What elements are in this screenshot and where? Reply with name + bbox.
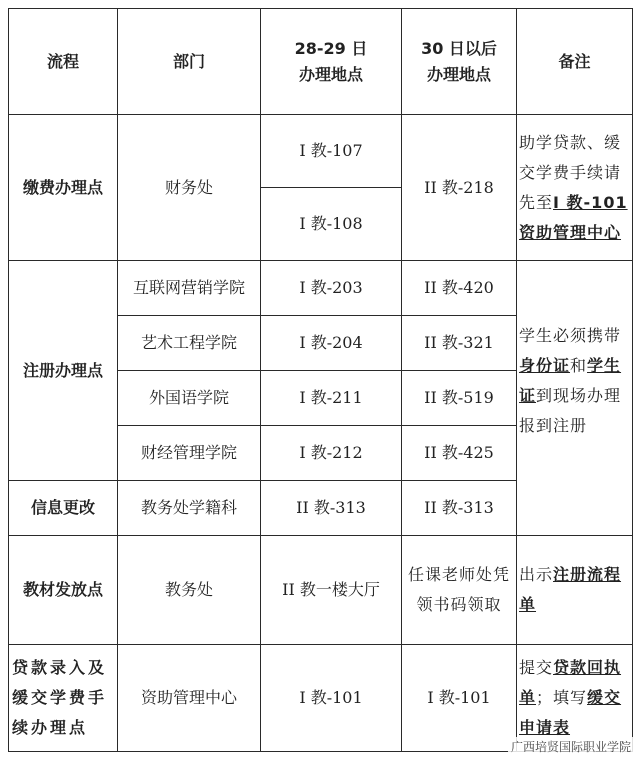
header-location-30-line2: 办理地点 — [426, 64, 491, 84]
info-change-location-28-29: II 教-313 — [261, 481, 402, 536]
payment-process: 缴费办理点 — [9, 115, 118, 261]
registration-location-28-29: I 教-203 — [261, 261, 402, 316]
table-row — [9, 261, 633, 316]
payment-note — [517, 115, 633, 261]
loan-note-text-2: ；填写 — [536, 688, 588, 707]
header-department: 部门 — [118, 9, 261, 115]
header-location-30-line1: 30 日以后 — [421, 38, 497, 58]
registration-department: 财经管理学院 — [118, 426, 261, 481]
payment-department: 财务处 — [118, 115, 261, 261]
loan-process: 贷款录入及缓交学费手续办理点 — [9, 645, 118, 752]
registration-location-28-29: I 教-204 — [261, 316, 402, 371]
loan-location-after: I 教-101 — [402, 645, 517, 752]
payment-note-text: 助学贷款、缓交学费手续请先至 — [519, 132, 622, 212]
registration-location-after: II 教-519 — [402, 371, 517, 426]
table-row — [9, 115, 633, 188]
registration-location-after: II 教-321 — [402, 316, 517, 371]
registration-department: 艺术工程学院 — [118, 316, 261, 371]
registration-location-after: II 教-425 — [402, 426, 517, 481]
registration-note-id-card: 身份证 — [519, 356, 571, 375]
loan-note — [517, 645, 633, 752]
header-location-28-29-line2: 办理地点 — [298, 64, 363, 84]
registration-note — [517, 261, 633, 536]
registration-note-student-card: 学生证 — [519, 356, 622, 405]
header-process: 流程 — [9, 9, 118, 115]
registration-department: 外国语学院 — [118, 371, 261, 426]
loan-location-28-29: I 教-101 — [261, 645, 402, 752]
info-change-department: 教务处学籍科 — [118, 481, 261, 536]
loan-note-text: 提交 — [519, 658, 554, 677]
payment-location-after: II 教-218 — [402, 115, 517, 261]
header-row — [9, 9, 633, 115]
registration-note-text-2: 到现场办理报到注册 — [519, 386, 622, 435]
loan-note-application: 缓交申请表 — [519, 688, 622, 737]
header-location-28-29 — [261, 9, 402, 115]
loan-note-receipt: 贷款回执单 — [519, 658, 622, 707]
registration-note-text: 学生必须携带 — [519, 326, 622, 345]
textbook-note — [517, 536, 633, 645]
registration-location-28-29: I 教-212 — [261, 426, 402, 481]
header-remarks: 备注 — [517, 9, 633, 115]
textbook-note-text: 出示 — [519, 565, 554, 584]
registration-location-after: II 教-420 — [402, 261, 517, 316]
registration-note-and: 和 — [570, 356, 588, 375]
registration-location-28-29: I 教-211 — [261, 371, 402, 426]
textbook-location-after: 任课老师处凭领书码领取 — [402, 536, 517, 645]
watermark: 广西培贤国际职业学院 — [508, 737, 634, 756]
info-change-process: 信息更改 — [9, 481, 118, 536]
table-row — [9, 536, 633, 645]
payment-location-b: I 教-108 — [261, 188, 402, 261]
registration-process: 注册办理点 — [9, 261, 118, 481]
schedule-table — [8, 8, 633, 752]
table-row — [9, 645, 633, 752]
textbook-note-link: 注册流程单 — [519, 565, 622, 614]
loan-department: 资助管理中心 — [118, 645, 261, 752]
textbook-department: 教务处 — [118, 536, 261, 645]
textbook-process: 教材发放点 — [9, 536, 118, 645]
header-location-28-29-line1: 28-29 日 — [294, 38, 368, 58]
info-change-location-after: II 教-313 — [402, 481, 517, 536]
registration-department: 互联网营销学院 — [118, 261, 261, 316]
payment-note-link: I 教-101 资助管理中心 — [519, 192, 628, 242]
payment-location-a: I 教-107 — [261, 115, 402, 188]
textbook-location-28-29: II 教一楼大厅 — [261, 536, 402, 645]
header-location-30 — [402, 9, 517, 115]
